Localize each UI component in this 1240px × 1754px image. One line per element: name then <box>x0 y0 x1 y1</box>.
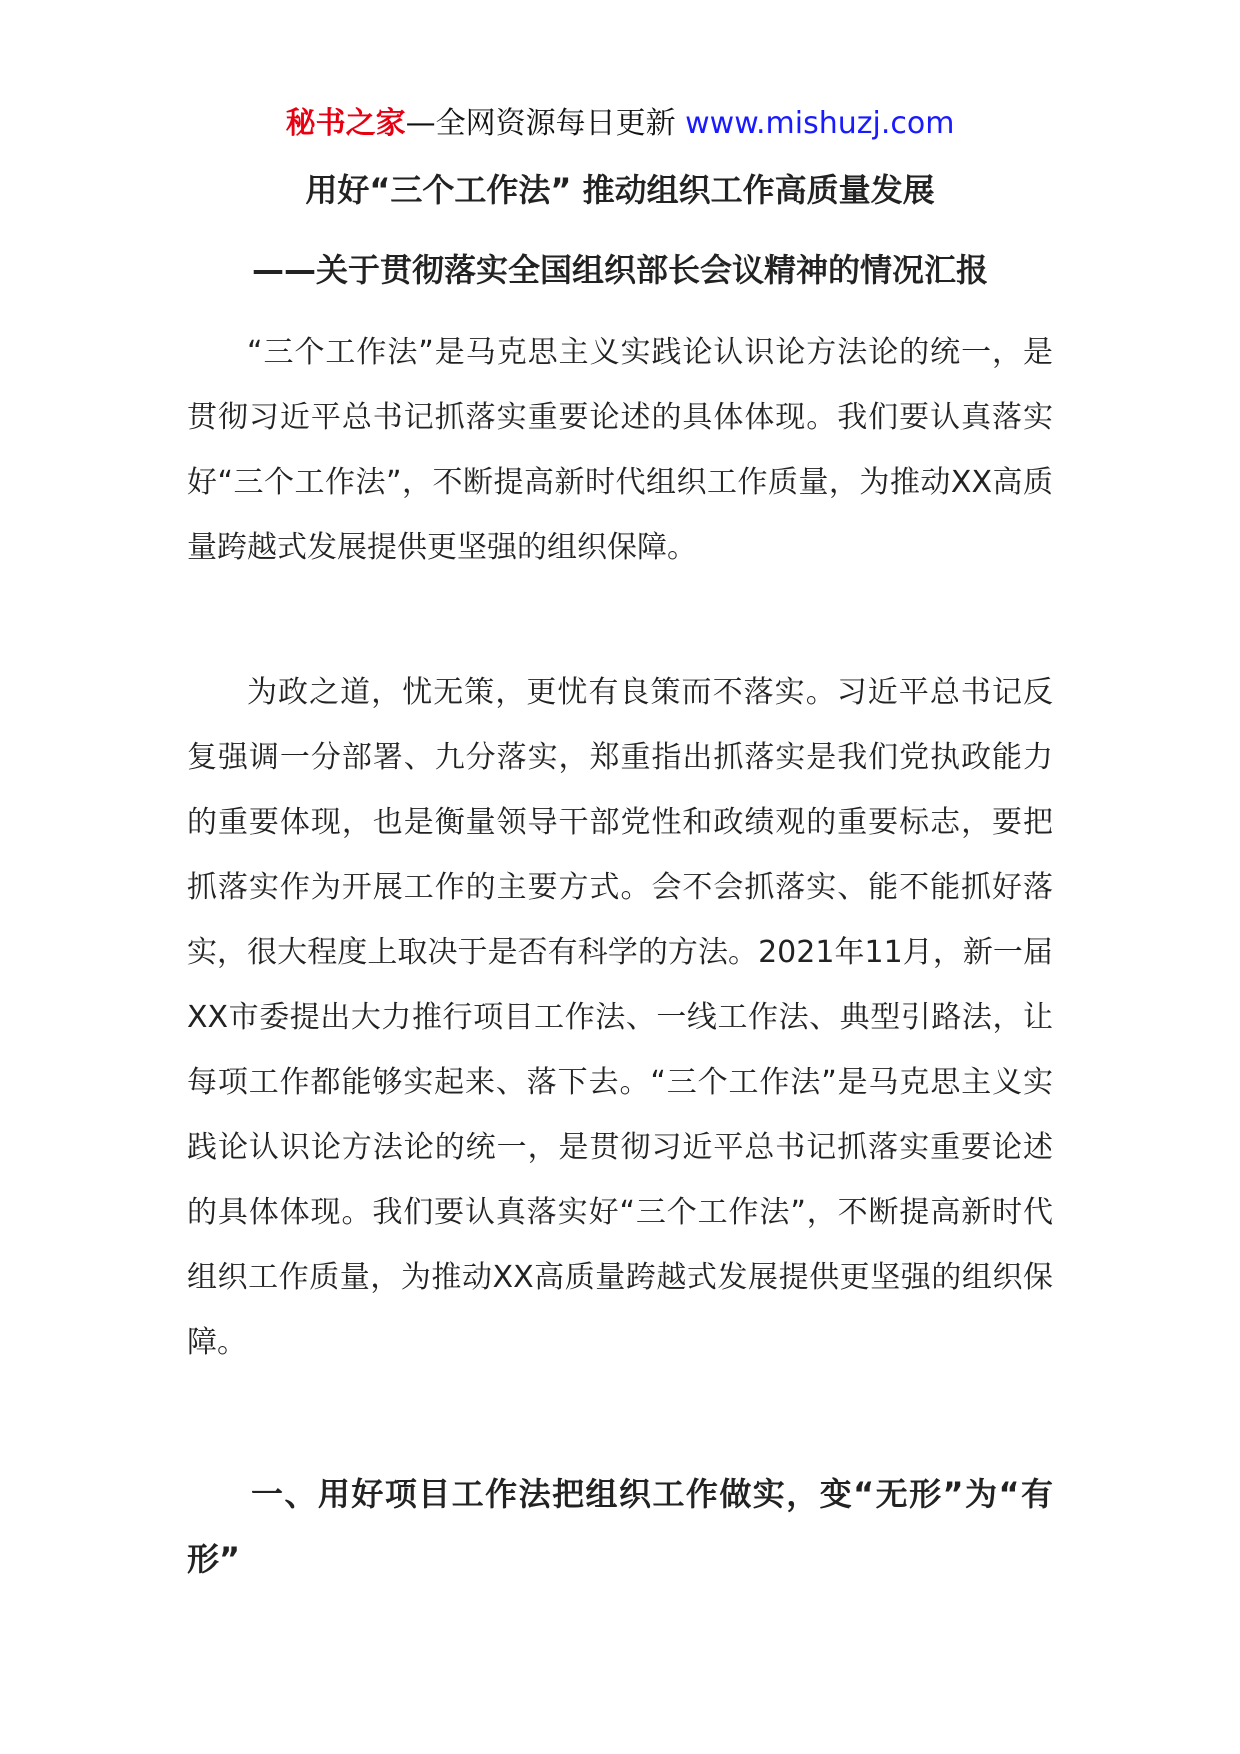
document-title: 用好“三个工作法” 推动组织工作高质量发展 <box>305 171 935 209</box>
body-paragraph-1: “三个工作法”是马克思主义实践论认识论方法论的统一，是贯彻习近平总书记抓落实重要论述的具体体现。我们要认真落实好“三个工作法”，不断提高新时代组织工作质量，为推动XX高质量跨越式发展提供更坚强的组织保障。 <box>187 335 1053 565</box>
site-url-link[interactable]: www.mishuzj.com <box>685 106 955 141</box>
section-heading-1: 一、用好项目工作法把组织工作做实，变“无形”为“有形” <box>187 1475 1053 1578</box>
header-slogan: —全网资源每日更新 <box>405 106 676 141</box>
brand-name: 秘书之家 <box>285 106 406 141</box>
body-paragraph-2: 为政之道，忧无策，更忧有良策而不落实。习近平总书记反复强调一分部署、九分落实，郑重指出抓落实是我们党执政能力的重要体现，也是衡量领导干部党性和政绩观的重要标志，要把抓落实作为开展工作的主要方式。会不会抓落实、能不能抓好落实，很大程度上取决于是否有科学的方法。2021年11月，新一届XX市委提出大力推行项目工作法、一线工作法、典型引路法，让每项工作都能够实起来、落下去。“三个工作法”是马克思主义实践论认识论方法论的统一，是贯彻习近平总书记抓落实重要论述的具体体现。我们要认真落实好“三个工作法”，不断提高新时代组织工作质量，为推动XX高质量跨越式发展提供更坚强的组织保障。 <box>187 675 1053 1360</box>
site-header <box>187 102 1053 146</box>
document-subtitle: ——关于贯彻落实全国组织部长会议精神的情况汇报 <box>251 251 988 289</box>
